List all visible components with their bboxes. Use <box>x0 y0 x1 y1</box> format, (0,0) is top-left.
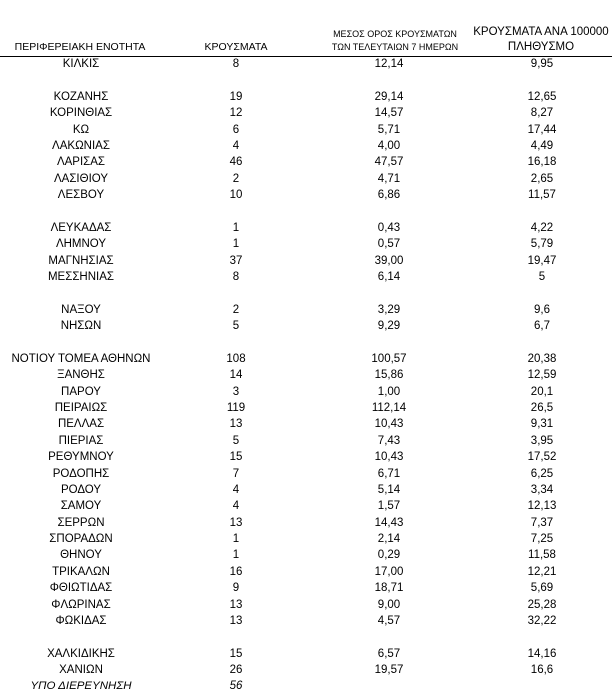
region-name: ΡΟΔΟΠΗΣ <box>52 467 110 480</box>
cases-value: 4 <box>232 500 240 513</box>
region-name: ΝΟΤΙΟΥ ΤΟΜΕΑ ΑΘΗΝΩΝ <box>11 352 151 365</box>
rate-per-100000-value: 14,16 <box>527 647 557 660</box>
avg-7-days-value: 39,00 <box>374 254 404 267</box>
cases-value: 37 <box>229 254 243 267</box>
rate-per-100000-value: 5,79 <box>530 238 554 251</box>
rate-per-100000-value: 16,18 <box>527 156 557 169</box>
region-name: ΛΗΜΝΟΥ <box>55 238 107 251</box>
rate-per-100000-value: 19,47 <box>527 254 557 267</box>
region-name: ΡΕΘΥΜΝΟΥ <box>48 451 114 464</box>
avg-7-days-value: 17,00 <box>374 565 404 578</box>
avg-7-days-value: 47,57 <box>374 156 404 169</box>
cases-value: 5 <box>232 434 240 447</box>
rate-per-100000-value: 9,6 <box>534 303 550 316</box>
region-name: ΥΠΟ ΔΙΕΡΕΥΝΗΣΗ <box>30 680 132 693</box>
rate-per-100000-value: 2,65 <box>530 172 554 185</box>
avg-7-days-value: 15,86 <box>374 369 404 382</box>
rate-per-100000-value: 25,28 <box>527 598 557 611</box>
cases-value: 7 <box>232 467 240 480</box>
avg-7-days-value: 29,14 <box>374 90 404 103</box>
cases-value: 15 <box>229 647 243 660</box>
region-name: ΜΑΓΝΗΣΙΑΣ <box>48 254 114 267</box>
header-avg-line2: ΤΩΝ ΤΕΛΕΥΤΑΙΩΝ 7 ΗΜΕΡΩΝ <box>331 42 459 52</box>
rate-per-100000-value: 12,13 <box>527 500 557 513</box>
avg-7-days-value: 1,57 <box>377 500 401 513</box>
cases-value: 16 <box>229 565 243 578</box>
region-name: ΡΟΔΟΥ <box>60 483 102 496</box>
rate-per-100000-value: 8,27 <box>530 107 554 120</box>
avg-7-days-value: 12,14 <box>374 58 404 70</box>
avg-7-days-value: 100,57 <box>371 352 407 365</box>
region-name: ΛΑΣΙΘΙΟΥ <box>53 172 109 185</box>
rate-per-100000-value: 5,69 <box>530 582 554 595</box>
cases-value: 10 <box>229 189 243 201</box>
cases-value: 1 <box>232 533 240 545</box>
region-name: ΛΑΚΩΝΙΑΣ <box>52 139 110 152</box>
rate-per-100000-value: 3,95 <box>530 434 554 447</box>
rate-per-100000-value: 12,65 <box>527 90 557 103</box>
avg-7-days-value: 7,43 <box>377 434 401 447</box>
cases-value: 1 <box>232 238 240 251</box>
avg-7-days-value: 14,57 <box>374 107 404 120</box>
rate-per-100000-value: 32,22 <box>527 614 557 627</box>
rate-per-100000-value: 26,5 <box>530 402 554 414</box>
region-name: ΠΙΕΡΙΑΣ <box>58 434 104 447</box>
cases-value: 13 <box>229 516 243 529</box>
rate-per-100000-value: 4,49 <box>530 139 554 152</box>
avg-7-days-value: 5,14 <box>377 483 401 496</box>
avg-7-days-value: 6,71 <box>377 467 401 480</box>
rate-per-100000-value: 6,7 <box>534 320 550 333</box>
avg-7-days-value: 2,14 <box>377 533 401 545</box>
cases-value: 56 <box>229 680 243 693</box>
region-name: ΚΩ <box>72 123 90 136</box>
cases-value: 4 <box>232 483 240 496</box>
rate-per-100000-value: 7,25 <box>530 533 554 545</box>
rate-per-100000-value: 9,31 <box>530 418 554 431</box>
cases-value: 5 <box>232 320 240 333</box>
cases-value: 14 <box>229 369 243 382</box>
header-region: ΠΕΡΙΦΕΡΕΙΑΚΗ ΕΝΟΤΗΤΑ <box>14 41 146 53</box>
avg-7-days-value: 14,43 <box>374 516 404 529</box>
avg-7-days-value: 6,57 <box>377 647 401 660</box>
cases-value: 1 <box>232 549 240 562</box>
region-name: ΛΑΡΙΣΑΣ <box>56 156 106 169</box>
region-name: ΚΟΡΙΝΘΙΑΣ <box>49 107 113 120</box>
avg-7-days-value: 19,57 <box>374 664 404 677</box>
rate-per-100000-value: 12,59 <box>527 369 557 382</box>
cases-value: 3 <box>232 385 240 398</box>
avg-7-days-value: 6,14 <box>377 270 401 283</box>
region-name: ΚΟΖΑΝΗΣ <box>53 90 109 103</box>
region-name: ΦΛΩΡΙΝΑΣ <box>51 598 111 611</box>
cases-value: 108 <box>226 352 246 365</box>
cases-value: 2 <box>232 172 240 185</box>
region-name: ΛΕΥΚΑΔΑΣ <box>50 221 112 234</box>
cases-value: 8 <box>232 58 240 70</box>
region-name: ΠΕΙΡΑΙΩΣ <box>54 402 108 414</box>
cases-value: 12 <box>229 107 243 120</box>
rate-per-100000-value: 11,58 <box>528 549 556 562</box>
region-name: ΠΕΛΛΑΣ <box>57 418 105 431</box>
avg-7-days-value: 4,00 <box>377 139 401 152</box>
region-name: ΣΕΡΡΩΝ <box>57 516 105 529</box>
rate-per-100000-value: 20,38 <box>527 352 557 365</box>
region-name: ΣΑΜΟΥ <box>60 500 102 513</box>
region-name: ΝΗΣΩΝ <box>60 320 102 333</box>
avg-7-days-value: 10,43 <box>374 418 404 431</box>
avg-7-days-value: 1,00 <box>377 385 401 398</box>
rate-per-100000-value: 20,1 <box>530 385 554 398</box>
cases-value: 6 <box>232 123 240 136</box>
avg-7-days-value: 10,43 <box>374 451 404 464</box>
region-name: ΞΑΝΘΗΣ <box>57 369 105 382</box>
region-name: ΦΘΙΩΤΙΔΑΣ <box>49 582 113 595</box>
cases-value: 13 <box>229 614 243 627</box>
avg-7-days-value: 4,57 <box>377 614 401 627</box>
header-avg-line1: ΜΕΣΟΣ ΟΡΟΣ ΚΡΟΥΣΜΑΤΩΝ <box>333 29 457 39</box>
cases-value: 46 <box>229 156 243 169</box>
header-rate-line2: ΠΛΗΘΥΣΜΟ <box>507 41 575 53</box>
cases-value: 2 <box>232 303 240 316</box>
rate-per-100000-value: 4,22 <box>530 221 554 234</box>
region-name: ΜΕΣΣΗΝΙΑΣ <box>47 270 115 283</box>
avg-7-days-value: 0,43 <box>377 221 401 234</box>
rate-per-100000-value: 3,34 <box>530 483 554 496</box>
region-name: ΣΠΟΡΑΔΩΝ <box>49 533 113 545</box>
cases-value: 15 <box>229 451 243 464</box>
cases-value: 8 <box>232 270 240 283</box>
rate-per-100000-value: 17,44 <box>527 123 557 136</box>
region-name: ΚΙΛΚΙΣ <box>62 58 100 70</box>
header-cases: ΚΡΟΥΣΜΑΤΑ <box>204 41 268 53</box>
avg-7-days-value: 3,29 <box>377 303 401 316</box>
region-name: ΤΡΙΚΑΛΩΝ <box>52 565 110 578</box>
cases-value: 13 <box>229 598 243 611</box>
avg-7-days-value: 9,29 <box>377 320 401 333</box>
avg-7-days-value: 9,00 <box>377 598 401 611</box>
rate-per-100000-value: 9,95 <box>530 58 554 70</box>
avg-7-days-value: 0,57 <box>377 238 401 251</box>
rate-per-100000-value: 5 <box>538 270 546 283</box>
avg-7-days-value: 0,29 <box>377 549 401 562</box>
rate-per-100000-value: 7,37 <box>530 516 554 529</box>
region-name: ΛΕΣΒΟΥ <box>57 189 105 201</box>
cases-value: 9 <box>232 582 240 595</box>
cases-value: 26 <box>229 664 243 677</box>
avg-7-days-value: 4,71 <box>377 172 401 185</box>
region-name: ΘΗΝΟΥ <box>60 549 102 562</box>
rate-per-100000-value: 6,25 <box>530 467 554 480</box>
region-name: ΦΩΚΙΔΑΣ <box>55 614 107 627</box>
cases-value: 1 <box>232 221 240 234</box>
header-rate-line1: ΚΡΟΥΣΜΑΤΑ ΑΝΑ 100000 <box>473 26 609 38</box>
rate-per-100000-value: 12,21 <box>527 565 557 578</box>
region-name: ΝΑΞΟΥ <box>61 303 101 316</box>
cases-value: 19 <box>229 90 243 103</box>
region-name: ΠΑΡΟΥ <box>61 385 101 398</box>
avg-7-days-value: 5,71 <box>377 123 401 136</box>
avg-7-days-value: 6,86 <box>377 189 401 201</box>
rate-per-100000-value: 17,52 <box>527 451 557 464</box>
rate-per-100000-value: 16,6 <box>530 664 554 677</box>
avg-7-days-value: 112,14 <box>371 402 407 414</box>
cases-value: 13 <box>229 418 243 431</box>
region-name: ΧΑΝΙΩΝ <box>59 664 103 677</box>
region-name: ΧΑΛΚΙΔΙΚΗΣ <box>47 647 115 660</box>
cases-value: 119 <box>226 402 246 414</box>
avg-7-days-value: 18,71 <box>374 582 404 595</box>
cases-value: 4 <box>232 139 240 152</box>
rate-per-100000-value: 11,57 <box>528 189 556 201</box>
